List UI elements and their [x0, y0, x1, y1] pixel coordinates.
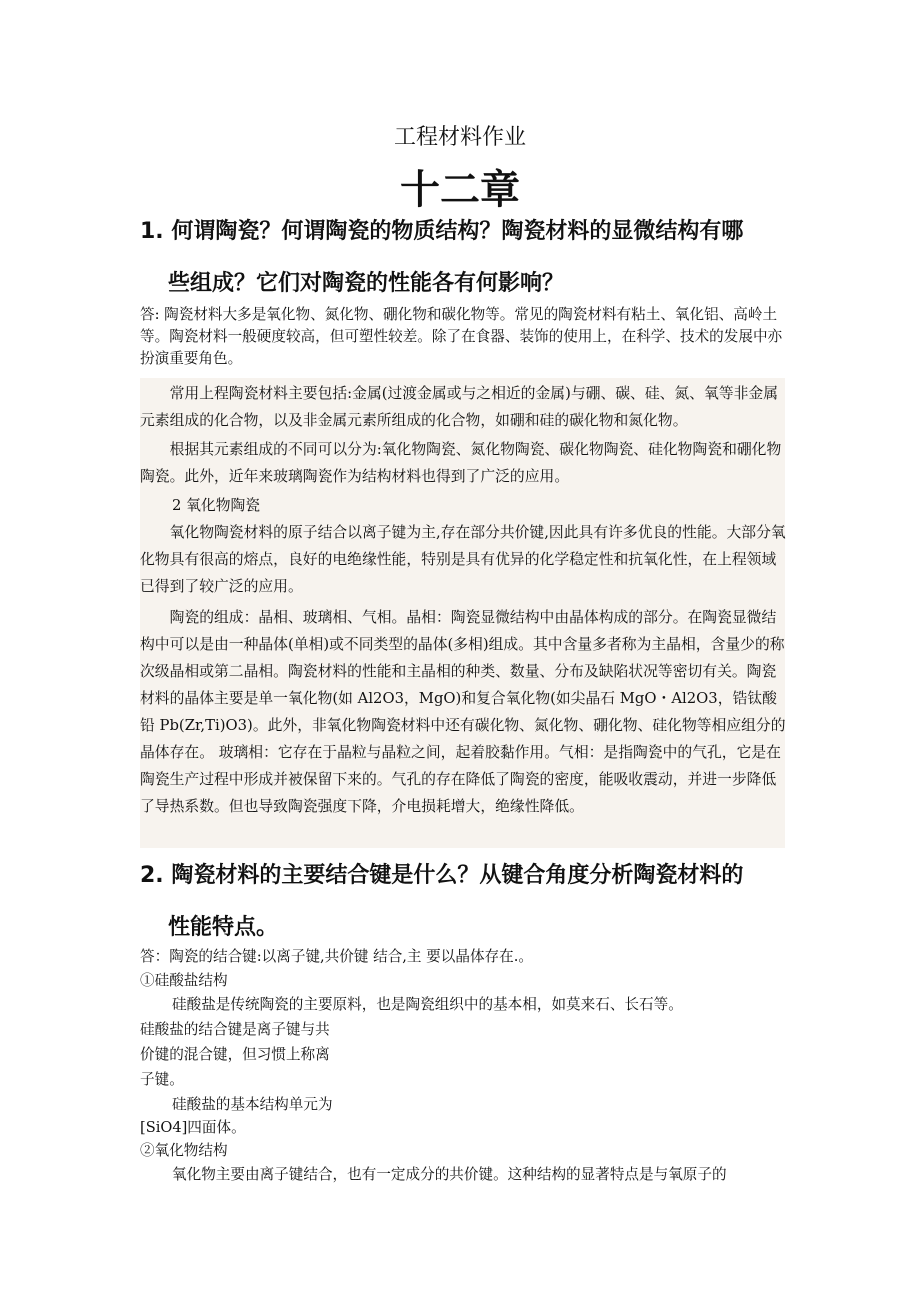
silicate-line-3: 子键。 [140, 1071, 184, 1088]
chapter-heading: 十二章 [400, 167, 520, 213]
question-1 [140, 206, 800, 310]
silicate-line-2: 价键的混合键，但习惯上称离 [140, 1046, 330, 1063]
silicate-heading: ①硅酸盐结构 [140, 972, 228, 989]
oxide-paragraph: 氧化物主要由离子键结合，也有一定成分的共价键。这种结构的显著特点是与氧原子的 [172, 1166, 727, 1183]
question-2 [140, 850, 800, 954]
oxide-heading: ②氧化物结构 [140, 1142, 228, 1159]
question-2-line-2: 性能特点。 [168, 915, 279, 940]
question-1-line-1: 1. 何谓陶瓷？何谓陶瓷的物质结构？陶瓷材料的显微结构有哪 [140, 219, 744, 244]
paragraph-common-materials: 常用上程陶瓷材料主要包括:金属(过渡金属或与之相近的金属)与硼、碳、硅、氮、氧等非金属元素组成的化合物，以及非金属元素所组成的化合物，如硼和硅的碳化物和氮化物。 [140, 385, 779, 429]
paragraph-oxide-ceramics: 氧化物陶瓷材料的原子结合以离子键为主,存在部分共价键,因此具有许多优良的性能。大部分氧化物具有很高的熔点，良好的电绝缘性能，特别是具有优异的化学稳定性和抗氧化性，在上程领域已得到了较广泛的应用。 [140, 524, 786, 595]
silicate-line-1: 硅酸盐的结合键是离子键与共 [140, 1021, 330, 1038]
answer-1-intro: 答: 陶瓷材料大多是氧化物、氮化物、硼化物和碳化物等。常见的陶瓷材料有粘土、氧化铝、高岭土等。陶瓷材料一般硬度较高，但可塑性较差。除了在食器、装饰的使用上，在科学、技术的发展中亦扮演重要角色。 [140, 306, 783, 367]
subheading-oxide-ceramics: 2 氧化物陶瓷 [172, 497, 261, 514]
silicate-line-4: 硅酸盐的基本结构单元为 [172, 1096, 333, 1113]
document-title: 工程材料作业 [393, 125, 526, 150]
paragraph-classification: 根据其元素组成的不同可以分为:氧化物陶瓷、氮化物陶瓷、碳化物陶瓷、硅化物陶瓷和硼化物陶瓷。此外，近年来玻璃陶瓷作为结构材料也得到了广泛的应用。 [140, 441, 782, 485]
answer-2: 答：陶瓷的结合键:以离子键,共价键 结合,主 要以晶体存在.。 [140, 948, 533, 965]
paragraph-ceramic-composition: 陶瓷的组成：晶相、玻璃相、气相。晶相：陶瓷显微结构中由晶体构成的部分。在陶瓷显微结构中可以是由一种晶体(单相)或不同类型的晶体(多相)组成。其中含量多者称为主晶相，含量少的称次级晶相或第二晶相。陶瓷材料的性能和主晶相的种类、数量、分布及缺陷状况等密切有关。陶瓷材料的晶体主要是单一氧化物(如 Al2O3，MgO)和复合氧化物(如尖晶石 MgO・Al2O3，锆钛酸铅 Pb(Zr,Ti)O3)。此外，非氧化物陶瓷材料中还有碳化物、氮化物、硼化物、硅化物等相应组分的晶体存在。 玻璃相：它存在于晶粒与晶粒之间，起着胶黏作用。气相：是指陶瓷中的气孔，它是在陶瓷生产过程中形成并被保留下来的。气孔的存在降低了陶瓷的密度，能吸收震动，并进一步降低了导热系数。但也导致陶瓷强度下降，介电损耗增大，绝缘性降低。 [140, 609, 786, 815]
question-1-line-2: 些组成？它们对陶瓷的性能各有何影响？ [168, 271, 565, 296]
silicate-paragraph: 硅酸盐是传统陶瓷的主要原料，也是陶瓷组织中的基本相，如莫来石、长石等。 [172, 996, 683, 1013]
question-2-line-1: 2. 陶瓷材料的主要结合键是什么？从键合角度分析陶瓷材料的 [140, 863, 744, 888]
silicate-line-5: [SiO4]四面体。 [140, 1119, 246, 1136]
